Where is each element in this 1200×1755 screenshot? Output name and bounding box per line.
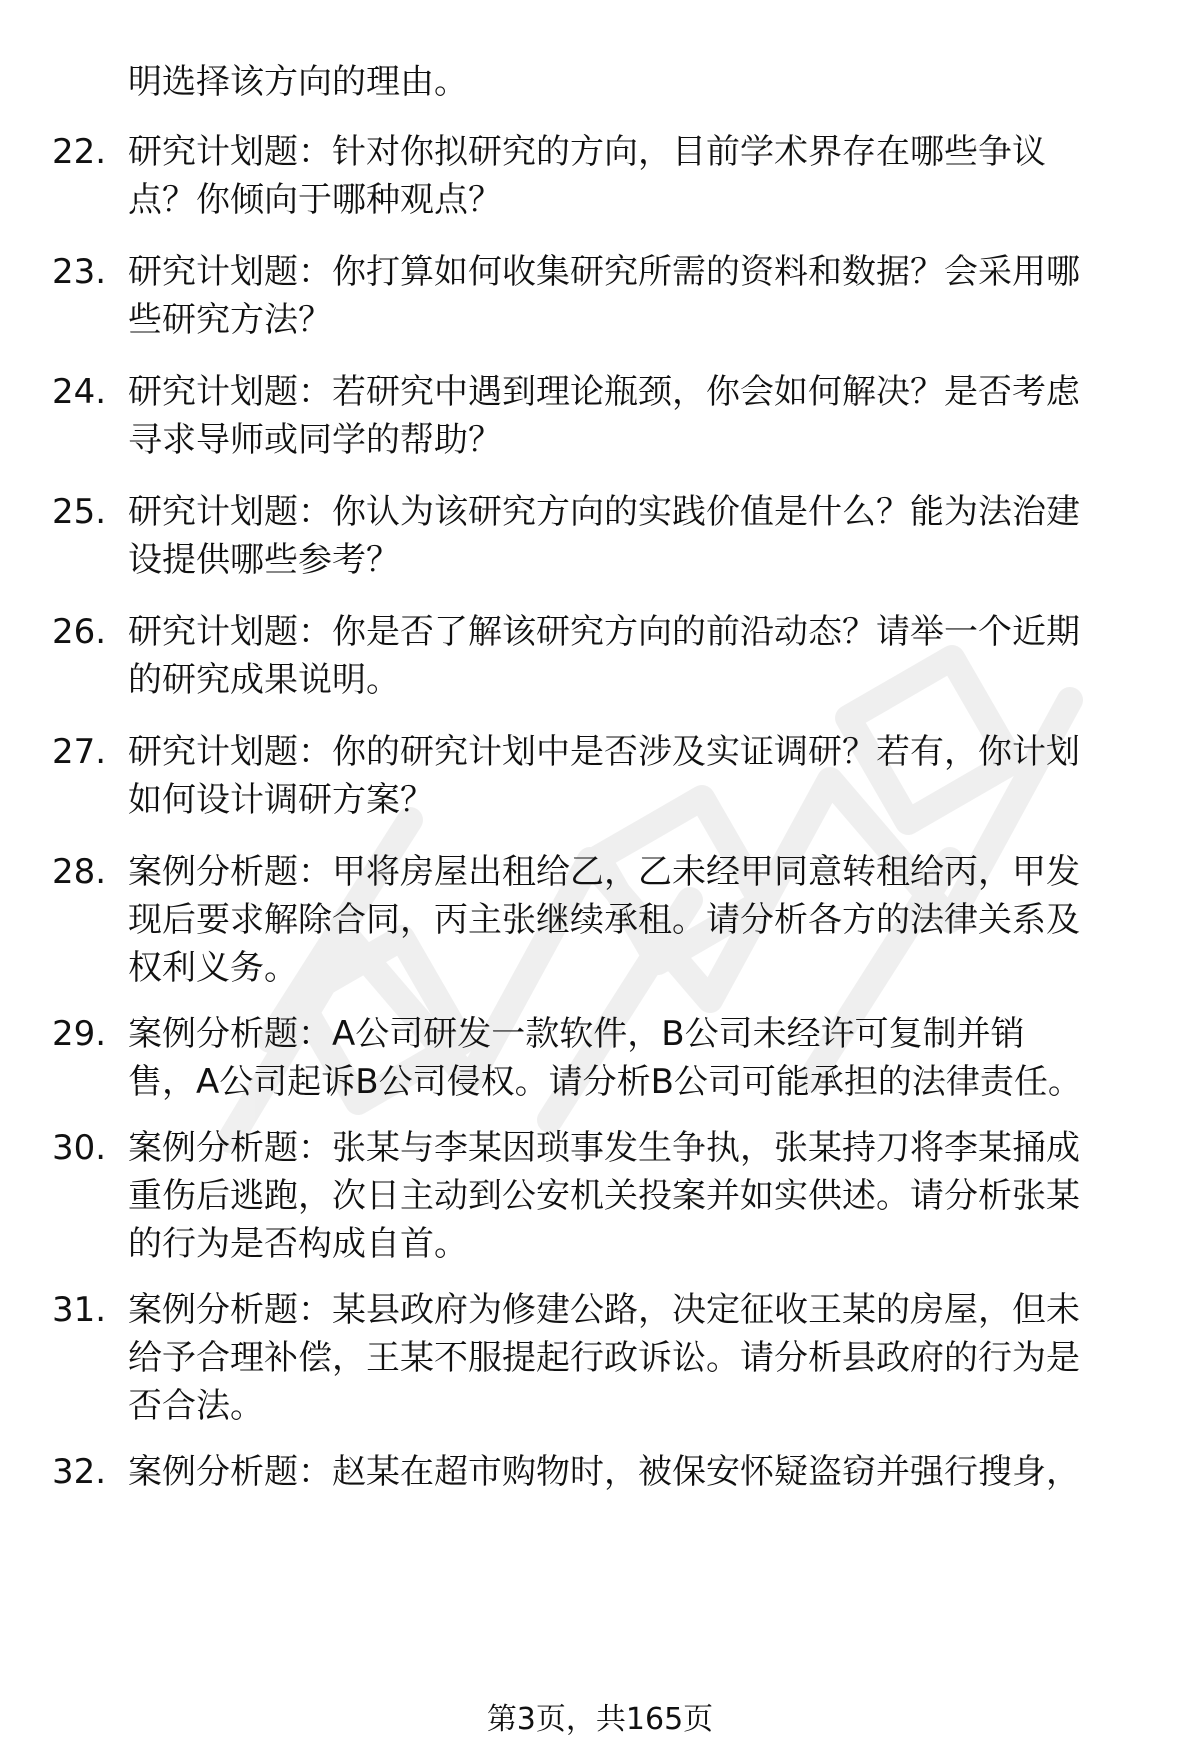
question-text-line: 案例分析题：A公司研发一款软件，B公司未经许可复制并销 xyxy=(128,1014,1025,1054)
question-text-line: 研究计划题：你打算如何收集研究所需的资料和数据？会采用哪 xyxy=(128,252,1080,292)
question-text xyxy=(128,1010,1082,1106)
question-number: 23. xyxy=(52,252,107,292)
continued-line: 明选择该方向的理由。 xyxy=(128,62,468,102)
question-text-line: 否合法。 xyxy=(128,1386,264,1426)
question-text xyxy=(128,1286,1080,1430)
question-text-line: 些研究方法？ xyxy=(128,300,332,340)
question-number: 32. xyxy=(52,1452,107,1492)
question-text xyxy=(128,1124,1080,1268)
question-number: 22. xyxy=(52,132,107,172)
question-number: 27. xyxy=(52,732,107,772)
question-text-line: 的行为是否构成自首。 xyxy=(128,1224,468,1264)
question-text xyxy=(128,608,1080,704)
question-text xyxy=(128,488,1080,584)
question-number: 31. xyxy=(52,1290,107,1330)
question-number: 25. xyxy=(52,492,107,532)
question-number: 24. xyxy=(52,372,107,412)
question-text-line: 给予合理补偿，王某不服提起行政诉讼。请分析县政府的行为是 xyxy=(128,1338,1080,1378)
question-text-line: 如何设计调研方案？ xyxy=(128,780,434,820)
question-text-line: 现后要求解除合同，丙主张继续承租。请分析各方的法律关系及 xyxy=(128,900,1080,940)
page-footer: 第3页，共165页 xyxy=(486,1702,714,1737)
question-text-line: 设提供哪些参考？ xyxy=(128,540,400,580)
question-text xyxy=(128,1448,1080,1496)
question-text-line: 案例分析题：张某与李某因琐事发生争执，张某持刀将李某捅成 xyxy=(128,1128,1080,1168)
question-number: 26. xyxy=(52,612,107,652)
question-number: 29. xyxy=(52,1014,107,1054)
question-text xyxy=(128,128,1046,224)
question-text-line: 售，A公司起诉B公司侵权。请分析B公司可能承担的法律责任。 xyxy=(128,1062,1082,1102)
question-number: 28. xyxy=(52,852,107,892)
question-text-line: 权利义务。 xyxy=(128,948,298,988)
question-text-line: 研究计划题：若研究中遇到理论瓶颈，你会如何解决？是否考虑 xyxy=(128,372,1080,412)
question-text-line: 研究计划题：针对你拟研究的方向，目前学术界存在哪些争议 xyxy=(128,132,1046,172)
question-text-line: 研究计划题：你认为该研究方向的实践价值是什么？能为法治建 xyxy=(128,492,1080,532)
question-text-line: 寻求导师或同学的帮助？ xyxy=(128,420,502,460)
question-text-line: 研究计划题：你是否了解该研究方向的前沿动态？请举一个近期 xyxy=(128,612,1080,652)
question-text xyxy=(128,848,1080,992)
question-text-line: 点？你倾向于哪种观点？ xyxy=(128,180,502,220)
question-text-line: 案例分析题：赵某在超市购物时，被保安怀疑盗窃并强行搜身， xyxy=(128,1452,1080,1492)
question-text xyxy=(128,368,1080,464)
question-text xyxy=(128,248,1080,344)
question-text-line: 重伤后逃跑，次日主动到公安机关投案并如实供述。请分析张某 xyxy=(128,1176,1080,1216)
question-text-line: 案例分析题：甲将房屋出租给乙，乙未经甲同意转租给丙，甲发 xyxy=(128,852,1080,892)
question-text-line: 的研究成果说明。 xyxy=(128,660,400,700)
question-number: 30. xyxy=(52,1128,107,1168)
question-text-line: 研究计划题：你的研究计划中是否涉及实证调研？若有，你计划 xyxy=(128,732,1080,772)
question-text-line: 案例分析题：某县政府为修建公路，决定征收王某的房屋，但未 xyxy=(128,1290,1080,1330)
question-text xyxy=(128,728,1080,824)
